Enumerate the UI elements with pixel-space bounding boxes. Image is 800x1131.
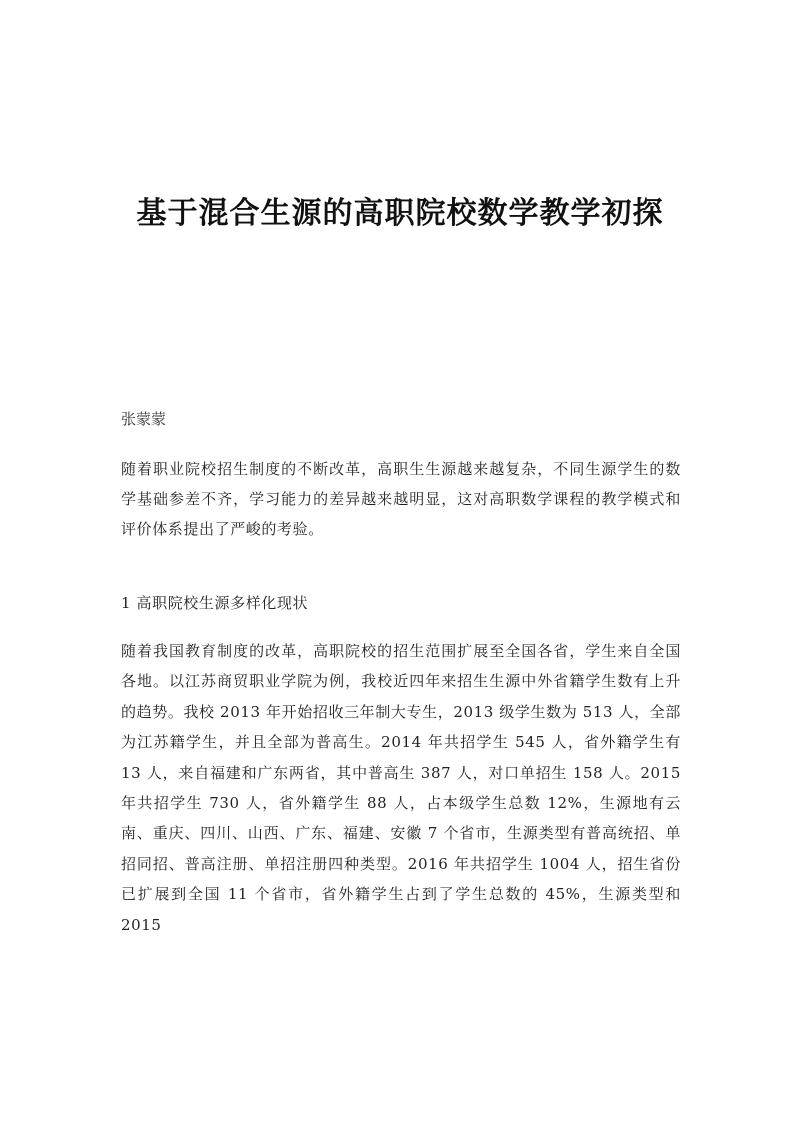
author-name: 张蒙蒙 bbox=[121, 410, 167, 428]
body-paragraph: 随着我国教育制度的改革，高职院校的招生范围扩展至全国各省，学生来自全国各地。以江苏商贸职业学院为例，我校近四年来招生生源中外省籍学生数有上升的趋势。我校 2013 年开始招收三年制大专生，2013 级学生数为 513 人，全部为江苏籍学生，并且全部为普高生。2014 年共招学生 545 人，省外籍学生有 13 人，来自福建和广东两省，其中普高生 387 人，对口单招生 158 人。2015 年共招学生 730 人，省外籍学生 88 人，占本级学生总数 12%，生源地有云南、重庆、四川、山西、广东、福建、安徽 7 个省市，生源类型有普高统招、单招同招、普高注册、单招注册四种类型。2016 年共招学生 1004 人，招生省份已扩展到全国 11 个省市，省外籍学生占到了学生总数的 45%，生源类型和 2015 bbox=[121, 642, 681, 934]
section-heading: 1 高职院校生源多样化现状 bbox=[121, 594, 309, 612]
abstract-paragraph: 随着职业院校招生制度的不断改革，高职生生源越来越复杂，不同生源学生的数学基础参差不齐，学习能力的差异越来越明显，这对高职数学课程的教学模式和评价体系提出了严峻的考验。 bbox=[121, 460, 681, 538]
document-title: 基于混合生源的高职院校数学教学初探 bbox=[136, 196, 664, 231]
